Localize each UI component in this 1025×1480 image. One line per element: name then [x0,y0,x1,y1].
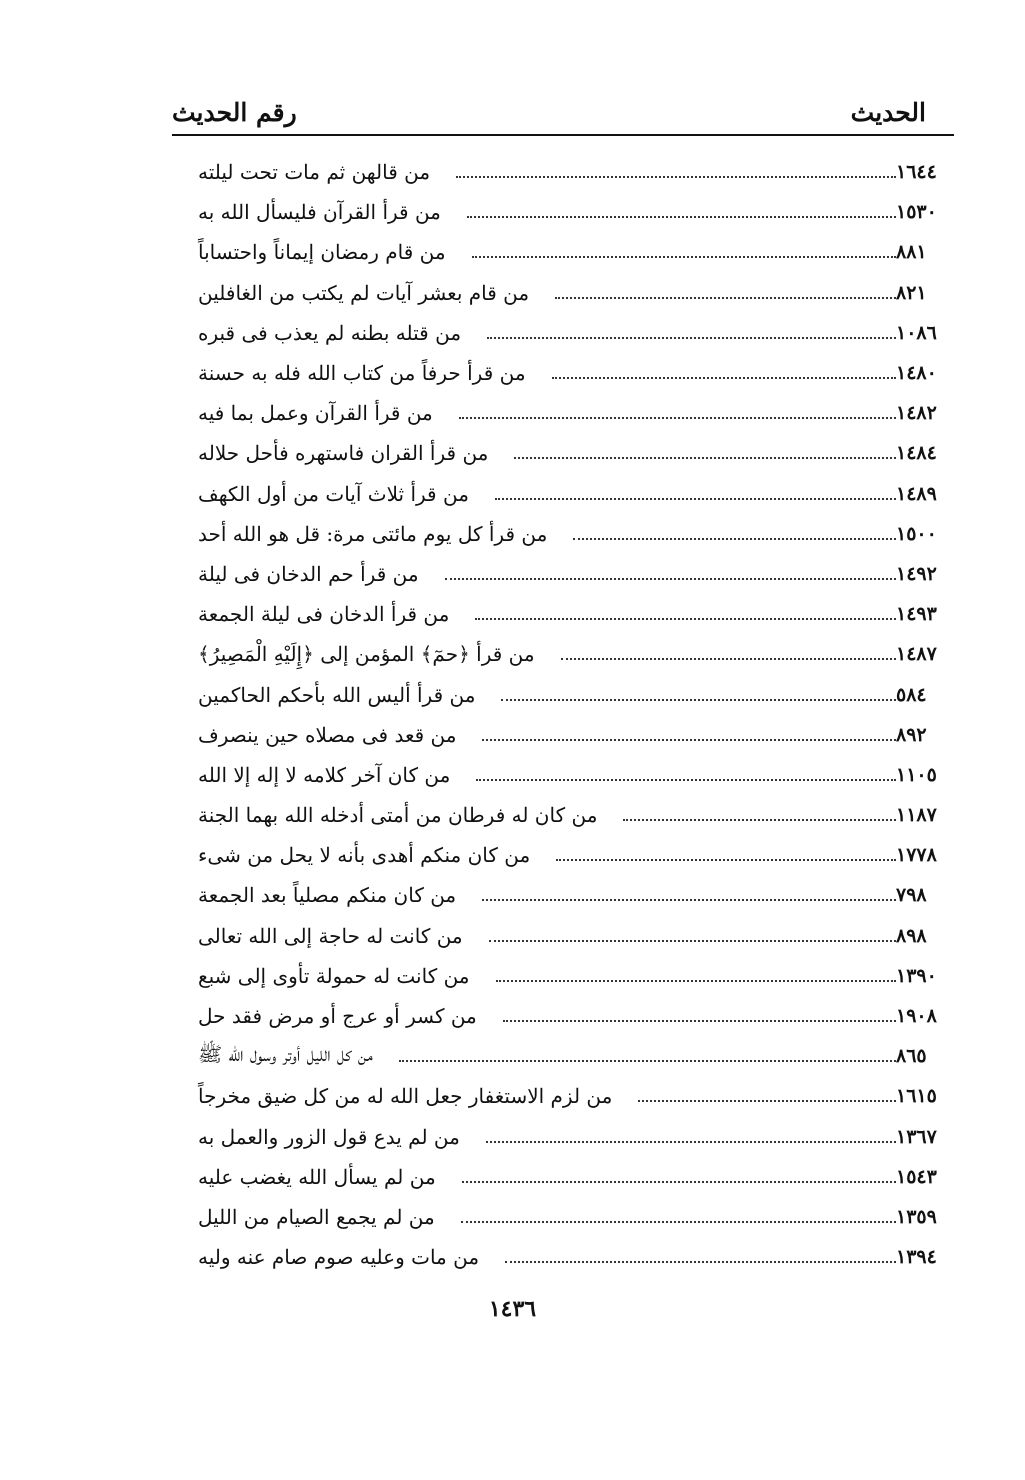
dotted-leader [489,940,896,942]
column-heading-hadith: الحديث [850,98,926,127]
hadith-number: ١٥٠٠ [896,522,937,545]
list-item [190,554,954,594]
hadith-text: من قرأ حم الدخان فى ليلة [198,561,419,586]
hadith-number: ١٣٩٤ [896,1246,937,1269]
hadith-number: ٧٩٨ [896,884,927,907]
hadith-number: ٨٩٨ [896,924,927,947]
hadith-number: ١٤٩٢ [896,562,937,585]
dotted-leader [501,699,896,701]
hadith-text: من لزم الاستغفار جعل الله له من كل ضيق مخرجاً [198,1084,613,1109]
dotted-leader [467,216,896,218]
hadith-text: من قرأ الدخان فى ليلة الجمعة [198,602,450,627]
hadith-text: من مات وعليه صوم صام عنه وليه [198,1245,480,1270]
hadith-text: من قرأ حرفاً من كتاب الله فله به حسنة [198,361,526,386]
list-item [190,1237,954,1277]
dotted-leader [495,498,896,500]
hadith-number: ١٤٨٩ [896,482,937,505]
list-item [190,353,954,393]
hadith-text: من كان آخر كلامه لا إله إلا الله [198,762,451,787]
list-item [190,715,954,755]
dotted-leader [505,1261,896,1263]
dotted-leader [482,899,896,901]
dotted-leader [476,779,896,781]
hadith-number: ١٤٩٣ [896,603,937,626]
hadith-text: من كان له فرطان من أمتى أدخله الله بهما الجنة [198,803,598,828]
list-item [190,1117,954,1157]
hadith-number: ١٤٨٢ [896,402,937,425]
column-heading-hadith-number: رقم الحديث [172,98,297,127]
list-item [190,1157,954,1197]
hadith-number: ٨٩٢ [896,723,927,746]
hadith-number: ١٦٤٤ [896,161,937,184]
header-divider [172,134,954,136]
list-item [190,835,954,875]
dotted-leader [561,658,896,660]
hadith-text: من كسر أو عرج أو مرض فقد حل [198,1004,477,1029]
list-item [190,273,954,313]
list-item [190,875,954,915]
hadith-number: ١٤٨٧ [896,643,937,666]
hadith-number: ١٩٠٨ [896,1005,937,1028]
hadith-number: ١١٨٧ [896,804,937,827]
dotted-leader [486,1141,896,1143]
hadith-text: من قرأ القرآن وعمل بما فيه [198,401,433,426]
list-item [190,634,954,674]
list-item [190,795,954,835]
hadith-number: ٨٢١ [896,281,927,304]
hadith-text: من قرأ القران فاستهره فأحل حلاله [198,441,489,466]
hadith-text: من كان منكم أهدى بأنه لا يحل من شىء [198,843,531,868]
list-item [190,393,954,433]
dotted-leader [573,538,896,540]
list-item [190,1036,954,1076]
dotted-leader [445,578,896,580]
dotted-leader [623,819,896,821]
hadith-number: ٨٦٥ [896,1045,927,1068]
list-item [190,1197,954,1237]
dotted-leader [552,377,896,379]
list-item [190,474,954,514]
list-item [190,956,954,996]
hadith-text: من قرأ ثلاث آيات من أول الكهف [198,481,469,506]
list-item [190,313,954,353]
list-item [190,232,954,272]
dotted-leader [482,739,896,741]
hadith-text: من لم يدع قول الزور والعمل به [198,1124,460,1149]
list-item [190,514,954,554]
list-item [190,996,954,1036]
dotted-leader [503,1020,896,1022]
dotted-leader [638,1100,896,1102]
dotted-leader [462,1181,896,1183]
list-item [190,192,954,232]
hadith-text: من قرأ أليس الله بأحكم الحاكمين [198,682,476,707]
hadith-number: ١٦١٥ [896,1085,937,1108]
dotted-leader [461,1221,896,1223]
hadith-number: ١٣٩٠ [896,964,937,987]
hadith-text: من قام رمضان إيماناً واحتساباً [198,240,446,265]
hadith-number: ٥٨٤ [896,683,927,706]
hadith-text: من كل الليل أوتر وسول الله ﷺ [198,1041,373,1066]
hadith-number: ١١٠٥ [896,763,937,786]
hadith-number: ١٥٤٣ [896,1165,937,1188]
hadith-number: ٨٨١ [896,241,927,264]
hadith-index-list [190,152,954,1277]
dotted-leader [456,176,896,178]
hadith-text: من قرأ القرآن فليسأل الله به [198,200,441,225]
list-item [190,433,954,473]
list-item [190,594,954,634]
dotted-leader [496,980,896,982]
hadith-text: من قالهن ثم مات تحت ليلته [198,160,431,185]
hadith-text: من كانت له حاجة إلى الله تعالى [198,923,463,948]
hadith-number: ١٤٨٠ [896,362,937,385]
hadith-text: من كانت له حمولة تأوى إلى شبع [198,963,470,988]
hadith-text: من قام بعشر آيات لم يكتب من الغافلين [198,280,530,305]
hadith-number: ١٣٦٧ [896,1125,937,1148]
dotted-leader [556,859,896,861]
hadith-number: ١٠٨٦ [896,321,937,344]
hadith-text: من لم يسأل الله يغضب عليه [198,1164,436,1189]
list-item [190,152,954,192]
dotted-leader [399,1060,896,1062]
hadith-number: ١٧٧٨ [896,844,937,867]
list-item [190,755,954,795]
list-item [190,674,954,714]
list-item [190,916,954,956]
dotted-leader [475,618,896,620]
dotted-leader [472,256,896,258]
dotted-leader [514,457,896,459]
dotted-leader [487,337,896,339]
hadith-text: من قتله بطنه لم يعذب فى قبره [198,320,462,345]
page-number: ١٤٣٦ [488,1296,537,1322]
hadith-text: من كان منكم مصلياً بعد الجمعة [198,883,457,908]
page-header [172,96,954,132]
hadith-number: ١٣٥٩ [896,1205,937,1228]
hadith-number: ١٤٨٤ [896,442,937,465]
hadith-text: من قرأ كل يوم مائتى مرة: قل هو الله أحد [198,521,548,546]
list-item [190,1076,954,1116]
dotted-leader [555,297,896,299]
hadith-text: من قعد فى مصلاه حين ينصرف [198,722,457,747]
dotted-leader [459,417,896,419]
hadith-number: ١٥٣٠ [896,201,937,224]
hadith-text: من لم يجمع الصيام من الليل [198,1204,435,1229]
hadith-text: من قرأ ﴿حمٓ﴾ المؤمن إلى ﴿إِلَيْهِ الْمَصِيرُ﴾ [198,642,535,667]
